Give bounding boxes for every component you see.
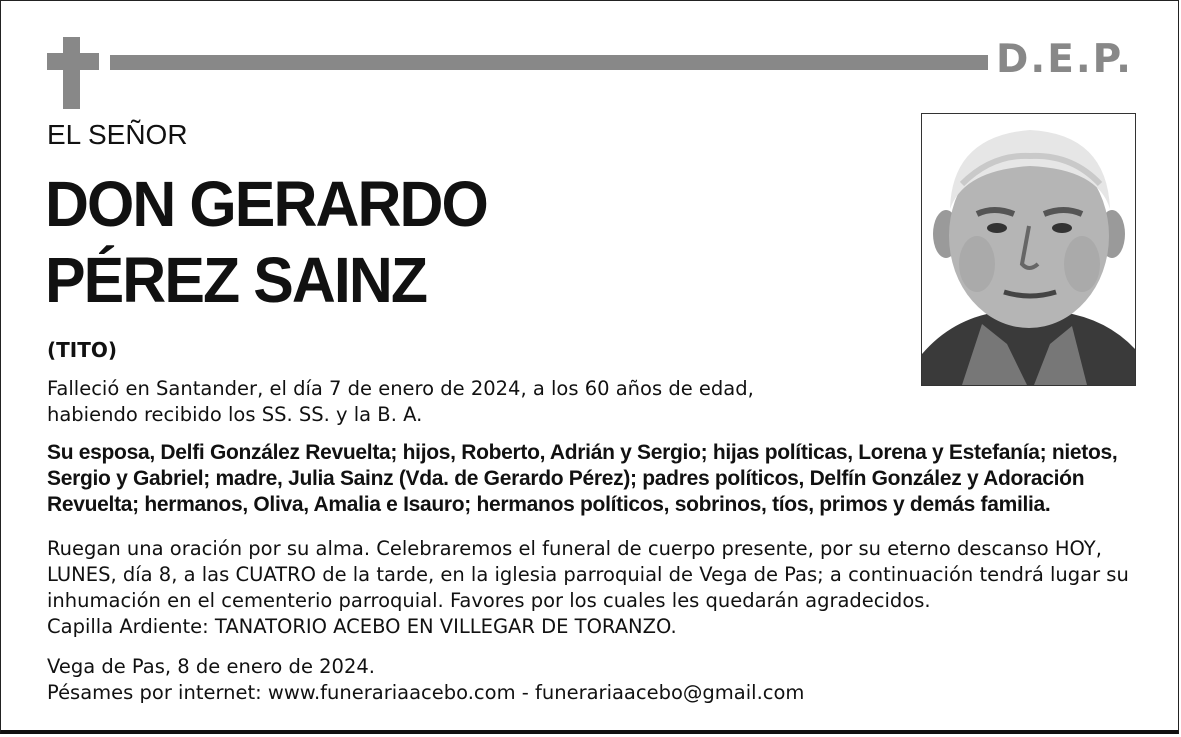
cross-icon — [47, 37, 99, 109]
closing-info: Vega de Pas, 8 de enero de 2024. Pésames por internet: www.funerariaacebo.com - funerariaacebo@gmail.com — [47, 655, 805, 704]
header-rule — [110, 55, 988, 70]
nickname: (TITO) — [47, 338, 118, 362]
funeral-details: Ruegan una oración por su alma. Celebraremos el funeral de cuerpo presente, por su eterno descanso HOY, LUNES, día 8, a las CUATRO de la tarde, en la iglesia parroquial de Vega de Pas; a continuación tendrá lugar su inhumación en el cementerio parroquial. Favores por los cuales les quedarán agradecidos. Capilla Ardiente: TANATORIO ACEBO EN VILLEGAR DE TORANZO. — [47, 537, 1129, 638]
dep-heading: D.E.P. — [996, 37, 1133, 82]
death-notice: Falleció en Santander, el día 7 de enero de 2024, a los 60 años de edad, habiendo recibido los SS. SS. y la B. A. — [47, 377, 754, 426]
name-line-1: DON GERARDO — [45, 168, 487, 240]
family-list: Su esposa, Delfi González Revuelta; hijos, Roberto, Adrián y Sergio; hijas políticas, Lorena y Estefanía; nietos, Sergio y Gabriel; madre, Julia Sainz (Vda. de Gerardo Pérez); padres políticos, Delfín González y Adoración Revuelta; hermanos, Oliva, Amalia e Isauro; hermanos políticos, sobrinos, tíos, primos y demás familia. — [47, 441, 1118, 516]
portrait-illustration — [922, 114, 1135, 385]
name-line-2: PÉREZ SAINZ — [45, 244, 427, 316]
portrait-photo — [921, 113, 1136, 386]
title-prefix: EL SEÑOR — [47, 119, 188, 150]
deceased-name — [45, 166, 487, 318]
